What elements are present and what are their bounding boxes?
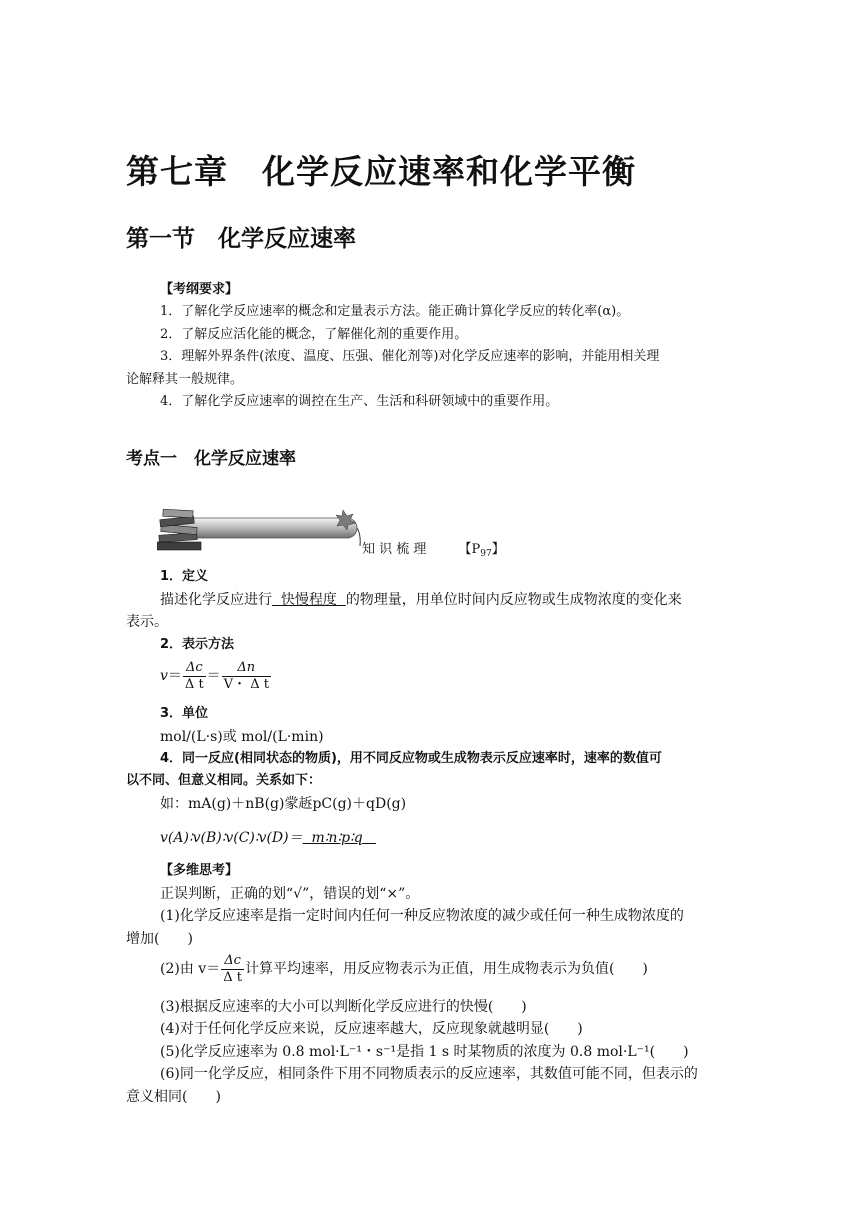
question-1: (1)化学反应速率是指一定时间内任何一种反应物浓度的减少或任何一种生成物浓度的 [160, 908, 684, 924]
rule-text: 4．同一反应(相同状态的物质)，用不同反应物或生成物表示反应速率时，速率的数值可 [160, 751, 662, 766]
definition-text-continued: 表示。 [126, 614, 168, 630]
answer-blank: m∶n∶p∶q [311, 830, 363, 846]
requirement-item: 4．了解化学反应速率的调控在生产、生活和科研领域中的重要作用。 [160, 394, 559, 409]
unit-heading: 3．单位 [160, 706, 209, 721]
question-3: (3)根据反应速率的大小可以判断化学反应进行的快慢( ) [160, 999, 527, 1015]
section-title: 第一节 化学反应速率 [126, 226, 356, 252]
unit-text: mol/(L·s)或 mol/(L·min) [160, 729, 324, 745]
rule-text-continued: 以不同、但意义相同。关系如下： [126, 773, 322, 788]
rate-ratio: v(A)∶v(B)∶v(C)∶v(D)＝ m∶n∶p∶q [160, 827, 376, 849]
knowledge-banner-label [362, 539, 505, 565]
chapter-title: 第七章 化学反应速率和化学平衡 [126, 152, 636, 191]
formula-fraction: $\frac{\Delta n}{\text{V・ Δ t}}$ [223, 659, 269, 692]
books-banner-icon [157, 504, 367, 554]
requirement-item: 3．理解外界条件(浓度、温度、压强、催化剂等)对化学反应速率的影响，并能用相关理 [160, 349, 660, 364]
question-6: (6)同一化学反应，相同条件下用不同物质表示的反应速率，其数值可能不同，但表示的 [160, 1066, 698, 1082]
requirements-heading: 【考纲要求】 [160, 282, 239, 297]
question-1-continued: 增加( ) [126, 931, 193, 947]
question-2: (2)由 v＝ $\frac{\Delta c}{\text{Δ t}}$ 计算平均速率，用反应物表示为正值，用生成物表示为负值( ) [160, 952, 648, 985]
question-4: (4)对于任何化学反应来说，反应速率越大，反应现象就越明显( ) [160, 1021, 583, 1037]
kaodian-title: 考点一 化学反应速率 [126, 449, 296, 469]
rate-formula: v＝ $\frac{\Delta c}{\text{Δ t}}$ ＝ $\frac{\Delta n}{\text{V・ Δ t}}$ [160, 659, 269, 692]
answer-blank: 快慢程度 [280, 592, 337, 608]
formula-fraction: $\frac{\Delta c}{\text{Δ t}}$ [184, 659, 204, 692]
requirement-item: 1．了解化学反应速率的概念和定量表示方法。能正确计算化学反应的转化率(α)。 [160, 304, 630, 319]
banner-label: 知 识 梳 理 [362, 542, 427, 557]
banner-page-ref: 【$P_{97}$】 [458, 542, 505, 559]
thinking-heading: 【多维思考】 [160, 863, 239, 878]
thinking-intro: 正误判断，正确的划“√”，错误的划“×”。 [160, 886, 420, 902]
requirement-item: 论解释其一般规律。 [126, 372, 244, 387]
definition-heading: 1．定义 [160, 569, 209, 584]
formula-fraction: $\frac{\Delta c}{\text{Δ t}}$ [223, 952, 242, 985]
question-6-continued: 意义相同( ) [126, 1089, 221, 1105]
reaction-example: 如：mA(g)＋nB(g)䝉䞣pC(g)＋qD(g) [160, 796, 407, 812]
method-heading: 2．表示方法 [160, 637, 235, 652]
knowledge-banner [157, 504, 367, 554]
requirement-item: 2．了解反应活化能的概念，了解催化剂的重要作用。 [160, 327, 468, 342]
question-5: (5)化学反应速率为 0.8 mol·L⁻¹・s⁻¹是指 1 s 时某物质的浓度为 0.8 mol·L⁻¹( ) [160, 1044, 689, 1060]
definition-text: 描述化学反应进行 快慢程度 的物理量，用单位时间内反应物或生成物浓度的变化来 [160, 592, 682, 608]
